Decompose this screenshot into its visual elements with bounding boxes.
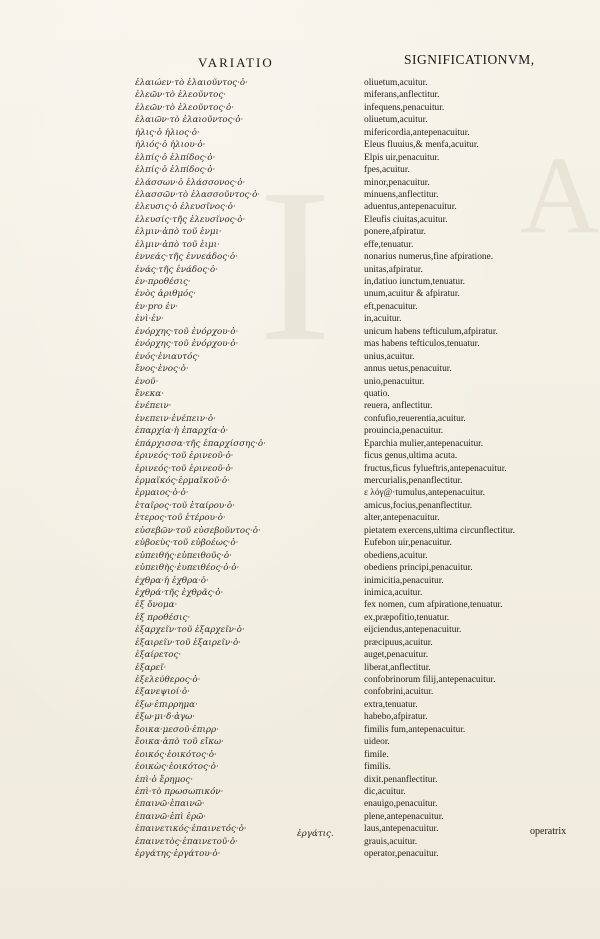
latin-entry: unius,acuitur. — [364, 351, 415, 362]
latin-entry: enauigo,penacuitur. — [364, 799, 438, 810]
greek-entry: ἐχθρά·τῆς ἐχθρᾶς·ὀ· — [135, 587, 224, 598]
greek-entry: ἐπαρχία·ἡ ἐπαρχία·ὀ· — [135, 426, 229, 437]
latin-entry: unio,penacuitur. — [364, 376, 425, 387]
latin-entry: fimilis. — [364, 762, 391, 773]
latin-entry: ε λόγ@·tumulus,antepenacuitur. — [364, 488, 485, 499]
greek-entry: ἐν·pro ἐν· — [135, 301, 179, 312]
greek-entry: ἐπαινετικός·ἐπαινετός·ὀ· — [135, 824, 247, 835]
latin-entry: Eufebon uir,penacuitur. — [364, 538, 452, 549]
latin-entry: obediens,acuitur. — [364, 550, 428, 561]
greek-entry: ἐλευσις·ὁ ἐλευσῖνος·ὀ· — [135, 202, 236, 213]
latin-entry: unicum habens tefticulum,afpiratur. — [364, 326, 498, 337]
greek-entry: ἑρμαιος·ὀ·ὀ· — [135, 488, 189, 499]
greek-column — [135, 77, 300, 861]
latin-entry: Eleus fluuius,& menfa,acuitur. — [364, 140, 479, 151]
greek-entry: ἔοικα·μεσοῦ·ἐπιρρ· — [135, 724, 219, 735]
latin-entry: mifericordia,antepenacuitur. — [364, 127, 470, 138]
latin-entry: unum,acuitur & afpiratur. — [364, 289, 460, 300]
greek-entry: ἐπαινῶ·ἐπαινῶ· — [135, 799, 205, 810]
latin-entry: confobrini,acuitur. — [364, 687, 434, 698]
greek-entry: ἐν·προθέσις· — [135, 277, 191, 287]
greek-entry: ἐργάτης·ἐργάτου·ὀ· — [135, 849, 221, 860]
latin-entry: minor,penacuitur. — [364, 177, 430, 188]
latin-column — [364, 77, 589, 861]
greek-entry: ἐνοῦ· — [135, 376, 159, 387]
greek-entry: ἐοικός·ἐοικότος·ὀ· — [135, 749, 217, 760]
latin-entry: prouincia,penacuitur. — [364, 426, 444, 437]
latin-entry: fimilis fum,antepenacuitur. — [364, 724, 466, 735]
latin-entry: inimicitia,penacuitur. — [364, 575, 444, 586]
greek-entry: ἐλαιῶν·τὸ ἐλαιοῦντος·ὀ· — [135, 115, 244, 126]
greek-entry: ἐλευσίς·τῆς ἐλευσῖνος·ὀ· — [135, 214, 246, 225]
watermark-letter-right: A — [520, 134, 600, 256]
latin-entry: inimica,acuitur. — [364, 587, 423, 598]
greek-entry: ἐλάσσων·ὁ ἐλάσσονος·ὀ· — [135, 177, 246, 188]
latin-entry: Eparchia mulier,antepenacuitur. — [364, 438, 484, 449]
greek-entry: ἐρινεός·τοῦ ἐρινεοῦ·ὀ· — [135, 463, 234, 474]
latin-entry: præcipuus,acuitur. — [364, 637, 433, 648]
greek-entry: ἐλμιν·ἀπὸ τοῦ ἐιμι· — [135, 239, 220, 250]
greek-entry: ἠλις·ὁ ἠλιος·ὀ· — [135, 127, 200, 138]
latin-entry: miferans,anflectitur. — [364, 90, 440, 101]
greek-entry: ἐξαίρετος· — [135, 650, 182, 661]
latin-entry: fex nomen, cum afpiratione,tenuatur. — [364, 600, 503, 611]
greek-entry: ἐλεῶν·τὸ ἐλεοῦντος· — [135, 90, 227, 101]
latin-entry: eft,penacuitur. — [364, 301, 418, 312]
latin-entry: ex,præpofitio,tenuatur. — [364, 612, 450, 623]
greek-entry: ἐνός·ἐνιαυτός· — [135, 351, 200, 362]
latin-entry: mas habens tefticulos,tenuatur. — [364, 339, 480, 350]
greek-entry: ἐπαινῶ·ἐπὶ ἐρῶ· — [135, 811, 206, 822]
latin-entry: Elpis uir,penacuitur. — [364, 152, 440, 163]
greek-entry: ἐξαιρεῖν·τοῦ ἐξαιρεῖν·ὀ· — [135, 637, 241, 648]
greek-entry: ἐοικὼς·ἐοικότος·ὀ· — [135, 762, 219, 773]
latin-entry: fructus,ficus fylueftris,antepenacuitur. — [364, 463, 507, 474]
latin-entry: in,datiuo iunctum,tenuatur. — [364, 277, 466, 287]
greek-entry: ἐξ προθέσις· — [135, 612, 191, 623]
greek-entry: ἐπάρχισσα·τῆς ἐπαρχίσσης·ὀ· — [135, 438, 266, 449]
latin-entry: plene,antepenacuitur. — [364, 811, 444, 822]
greek-entry: ἠλιός·ὁ ἠλιου·ὀ· — [135, 140, 206, 151]
latin-entry: infequens,penacuitur. — [364, 102, 445, 113]
greek-entry: εὐσεβῶν·τοῦ εὐσεβοῦντος·ὀ· — [135, 525, 261, 536]
greek-entry: ἔοικα·ἀπὸ τοῦ εἴκω· — [135, 737, 224, 748]
greek-entry: ἐνόρχης·τοῦ ἐνόρχου·ὀ· — [135, 339, 239, 350]
greek-entry: ἐχθρα·ἡ ἐχθρα·ὀ· — [135, 575, 209, 586]
greek-entry: ἐνέπειν· — [135, 401, 172, 412]
greek-entry: ἐνάς·τῆς ἐνάδος·ὀ· — [135, 264, 218, 275]
latin-entry: dic,acuitur. — [364, 786, 406, 797]
latin-entry: laus,antepenacuitur. — [364, 824, 439, 835]
greek-entry: ἐλαιώεν·τὸ ἐλαιοῦντος·ὀ· — [135, 78, 248, 88]
greek-entry: ἐπὶ·τὸ πρωσωπικόν· — [135, 786, 224, 797]
latin-entry: habebo,afpiratur. — [364, 712, 428, 723]
latin-entry: effe,tenuatur. — [364, 239, 414, 250]
latin-entry: mercurialis,penanflectitur. — [364, 476, 463, 486]
latin-entry: nonarius numerus,fine afpiratione. — [364, 252, 494, 263]
latin-entry: oliuetum,acuitur. — [364, 115, 428, 126]
latin-entry: grauis,acuitur. — [364, 836, 418, 847]
greek-entry: ἐνὸς ἀριθμός· — [135, 289, 196, 300]
greek-entry: εὐπειθής·εὐπειθοῦς·ὀ· — [135, 550, 232, 561]
latin-entry: Eleufis ciuitas,acuitur. — [364, 214, 448, 225]
latin-entry: liberat,anflectitur. — [364, 662, 431, 673]
header-variatio: VARIATIO — [198, 55, 274, 70]
latin-entry: auget,penacuitur. — [364, 650, 429, 661]
latin-entry: dixit.penanflectitur. — [364, 774, 438, 785]
latin-entry: extra,tenuatur. — [364, 699, 418, 710]
latin-entry: pietatem exercens,ultima circunflectitur. — [364, 525, 515, 536]
latin-entry: minuens,anflectitur. — [364, 189, 439, 200]
greek-entry: ἐξελεύθερος·ὀ· — [135, 675, 201, 685]
greek-entry: ἐρμαϊκός·ἐρμαϊκοῦ·ὀ· — [135, 476, 230, 486]
latin-entry: uideor. — [364, 737, 390, 748]
greek-entry: ἐλμιν·ἀπὸ τοῦ ἐνμι· — [135, 227, 222, 238]
watermark-letter: I — [258, 143, 332, 387]
latin-entry: fimile. — [364, 749, 389, 760]
greek-entry: ἐνὶ·ἐν· — [135, 314, 164, 325]
latin-entry: operator,penacuitur. — [364, 849, 439, 860]
greek-entry: ἐξ ὄνομα· — [135, 600, 178, 611]
greek-entry: ἐνόρχης·τοῦ ἐνόρχου·ὀ· — [135, 326, 239, 337]
greek-entry: ἐξανεψιοί·ὀ· — [135, 687, 190, 698]
catchword-latin: operatrix — [530, 826, 567, 837]
greek-entry: εὐπειθὴς·ἐυπειθέος·ὀ·ὀ· — [135, 563, 240, 574]
greek-entry: ἐπαινετὸς·ἐπαινετοῦ·ὀ· — [135, 836, 238, 847]
latin-entry: ponere,afpiratur. — [364, 227, 426, 238]
latin-entry: fpes,acuitur. — [364, 165, 410, 176]
greek-entry: ἐλεῶν·τὸ ἐλεοῦντος·ὀ· — [135, 102, 235, 113]
greek-entry: ἔνεκα· — [135, 388, 164, 399]
greek-entry: ἐρινεός·τοῦ ἐρινεοῦ·ὀ· — [135, 451, 234, 462]
latin-entry: confufio,reuerentia,acuitur. — [364, 413, 466, 424]
latin-entry: alter,antepenacuitur. — [364, 513, 440, 524]
greek-entry: ἔνος·ἐνος·ὀ· — [135, 364, 189, 375]
latin-entry: reuera, anflectitur. — [364, 401, 433, 412]
latin-entry: unitas,afpiratur. — [364, 264, 423, 275]
greek-entry: ἐνεπειν·ἐνέπειν·ὀ· — [135, 413, 216, 424]
greek-entry: ἐξω·μι·δ·ἀγω· — [135, 712, 196, 723]
greek-entry: ἐξαρχεῖν·τοῦ ἐξαρχεῖν·ὀ· — [135, 625, 245, 636]
header-significationum: SIGNIFICATIONVM, — [404, 52, 535, 67]
greek-entry: ἐλπίς·ὁ ἐλπίδος·ὀ· — [135, 165, 216, 176]
catchword-greek: ἐργάτις. — [297, 829, 334, 839]
greek-entry: ἑτερος·τοῦ ἑτέρου·ὀ· — [135, 513, 226, 524]
latin-entry: aduentus,antepenacuitur. — [364, 202, 457, 213]
latin-entry: confobrinorum filij,antepenacuitur. — [364, 675, 496, 685]
greek-entry: ἐννεάς·τῆς ἐννεάδος·ὀ· — [135, 252, 238, 263]
latin-entry: eijciendus,antepenacuitur. — [364, 625, 462, 636]
greek-entry: ἑταῖρος·τοῦ ἑταίρου·ὀ· — [135, 500, 235, 511]
latin-entry: amicus,focius,penanflectitur. — [364, 500, 473, 511]
latin-entry: ficus genus,ultima acuta. — [364, 451, 458, 462]
latin-entry: in,acuitur. — [364, 314, 402, 325]
greek-entry: ἐλασσῶν·τὸ ἐλασσοῦντος·ὀ· — [135, 189, 261, 200]
greek-entry: ἐλπίς·ὁ ἐλπίδος·ὀ· — [135, 152, 216, 163]
latin-entry: annus uetus,penacuitur. — [364, 364, 452, 375]
latin-entry: obediens principi,penacuitur. — [364, 563, 473, 574]
greek-entry: εὐβοεὺς·τοῦ εὐβοέως·ὀ· — [135, 538, 239, 549]
latin-entry: quatio. — [364, 388, 390, 399]
greek-entry: ἐξω·ἐπιρρημα· — [135, 699, 198, 710]
latin-entry: oliuetum,acuitur. — [364, 78, 428, 88]
greek-entry: ἐπὶ·ὁ ἔρημος· — [135, 774, 194, 785]
greek-entry: ἐξαρεῖ· — [135, 662, 167, 673]
